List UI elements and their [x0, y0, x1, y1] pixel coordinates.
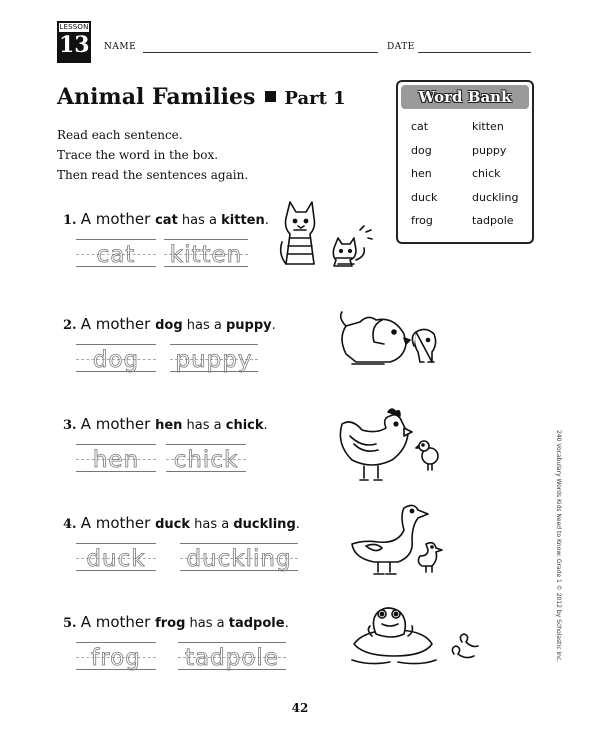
trace-word: hen: [92, 447, 140, 473]
sentence-baby-word: kitten: [221, 213, 265, 228]
trace-box-baby[interactable]: [178, 642, 286, 676]
sentence-end: .: [295, 517, 300, 532]
word-bank-word: frog: [411, 214, 433, 227]
trace-word: dog: [92, 347, 140, 373]
lesson-badge: [57, 21, 91, 63]
sentence-number: 1.: [63, 213, 77, 228]
lesson-number: 13: [59, 32, 90, 58]
trace-box-adult[interactable]: [76, 239, 156, 273]
cat-and-kitten-icon: [276, 194, 386, 272]
trace-box-baby[interactable]: [180, 543, 298, 577]
sentence-4: [63, 514, 300, 532]
trace-word: cat: [96, 242, 136, 268]
sentence-adult-word: duck: [155, 517, 191, 532]
word-bank-word: hen: [411, 167, 432, 180]
word-bank-word: duckling: [472, 190, 519, 204]
sentence-baby-word: duckling: [233, 517, 296, 532]
word-bank-word: puppy: [472, 143, 507, 157]
trace-box-adult[interactable]: [76, 543, 156, 577]
word-bank-word: dog: [411, 143, 432, 157]
trace-word: chick: [173, 447, 239, 473]
sentence-baby-word: tadpole: [228, 616, 285, 631]
date-field[interactable]: [418, 52, 531, 53]
name-label: NAME: [104, 42, 137, 52]
word-bank-row: [411, 167, 533, 191]
date-label: DATE: [387, 42, 415, 52]
sentence-number: 3.: [63, 418, 77, 433]
trace-box-baby[interactable]: [170, 344, 258, 378]
sentence-end: .: [284, 616, 289, 631]
sentence-number: 5.: [63, 616, 77, 631]
word-bank-word: kitten: [472, 120, 504, 133]
instruction-line: Trace the word in the box.: [57, 148, 219, 162]
sentence-text-pre: A mother: [80, 210, 156, 228]
sentence-end: .: [263, 418, 268, 433]
instructions: [57, 125, 248, 185]
sentence-text-mid: has a: [182, 418, 226, 433]
sentence-text-mid: has a: [185, 616, 229, 631]
sentence-number: 2.: [63, 318, 77, 333]
sentence-number: 4.: [63, 517, 77, 532]
sentence-1: [63, 210, 269, 228]
trace-word: puppy: [175, 347, 253, 373]
word-bank-row: [411, 191, 533, 215]
sentence-adult-word: hen: [155, 418, 183, 433]
word-bank-title: Word Bank: [401, 85, 529, 109]
name-field[interactable]: [143, 52, 378, 53]
word-bank-row: [411, 144, 533, 168]
sentence-text-pre: A mother: [80, 415, 156, 433]
sentence-2: [63, 315, 276, 333]
trace-box-baby[interactable]: [166, 444, 246, 478]
title-sub: Part 1: [284, 88, 346, 109]
sentence-adult-word: dog: [155, 318, 183, 333]
sentence-text-mid: has a: [177, 213, 222, 228]
trace-box-adult[interactable]: [76, 444, 156, 478]
word-bank: [396, 80, 534, 244]
instruction-line: Read each sentence.: [57, 128, 183, 142]
dog-and-puppy-icon: [324, 308, 444, 372]
trace-box-adult[interactable]: [76, 642, 156, 676]
page-number: 42: [291, 701, 309, 715]
sentence-3: [63, 415, 268, 433]
word-bank-row: [411, 120, 533, 144]
sentence-baby-word: puppy: [225, 318, 272, 333]
lesson-label: LESSON: [59, 23, 89, 31]
instruction-line: Then read the sentences again.: [57, 168, 249, 182]
sentence-baby-word: chick: [225, 418, 264, 433]
copyright-credit: 240 Vocabulary Words Kids Need to Know: Grade 1 © 2012 by Scholastic Inc.: [555, 430, 562, 663]
trace-word: duckling: [186, 546, 292, 572]
sentence-end: .: [271, 318, 276, 333]
word-bank-list: [411, 120, 533, 238]
sentence-text-mid: has a: [182, 318, 226, 333]
trace-word: frog: [91, 645, 141, 671]
title-separator: [265, 91, 276, 102]
sentence-adult-word: frog: [155, 616, 186, 631]
sentence-5: [63, 613, 289, 631]
sentence-text-pre: A mother: [80, 514, 156, 532]
trace-box-adult[interactable]: [76, 344, 156, 378]
title-main: Animal Families: [57, 84, 256, 110]
trace-word: duck: [86, 546, 146, 572]
word-bank-word: chick: [472, 167, 501, 180]
sentence-text-pre: A mother: [80, 613, 156, 631]
sentence-text-pre: A mother: [80, 315, 156, 333]
word-bank-row: [411, 214, 533, 238]
hen-and-chick-icon: [332, 404, 450, 484]
word-bank-word: tadpole: [472, 214, 514, 227]
sentence-adult-word: cat: [155, 213, 178, 228]
trace-box-baby[interactable]: [164, 239, 248, 273]
sentence-end: .: [264, 213, 269, 228]
word-bank-word: cat: [411, 120, 429, 133]
duck-and-duckling-icon: [348, 500, 448, 580]
sentence-text-mid: has a: [190, 517, 234, 532]
page-title: [57, 84, 346, 110]
trace-word: tadpole: [185, 645, 279, 671]
frog-and-tadpole-icon: [350, 600, 480, 672]
trace-word: kitten: [169, 242, 243, 268]
word-bank-word: duck: [411, 190, 438, 204]
